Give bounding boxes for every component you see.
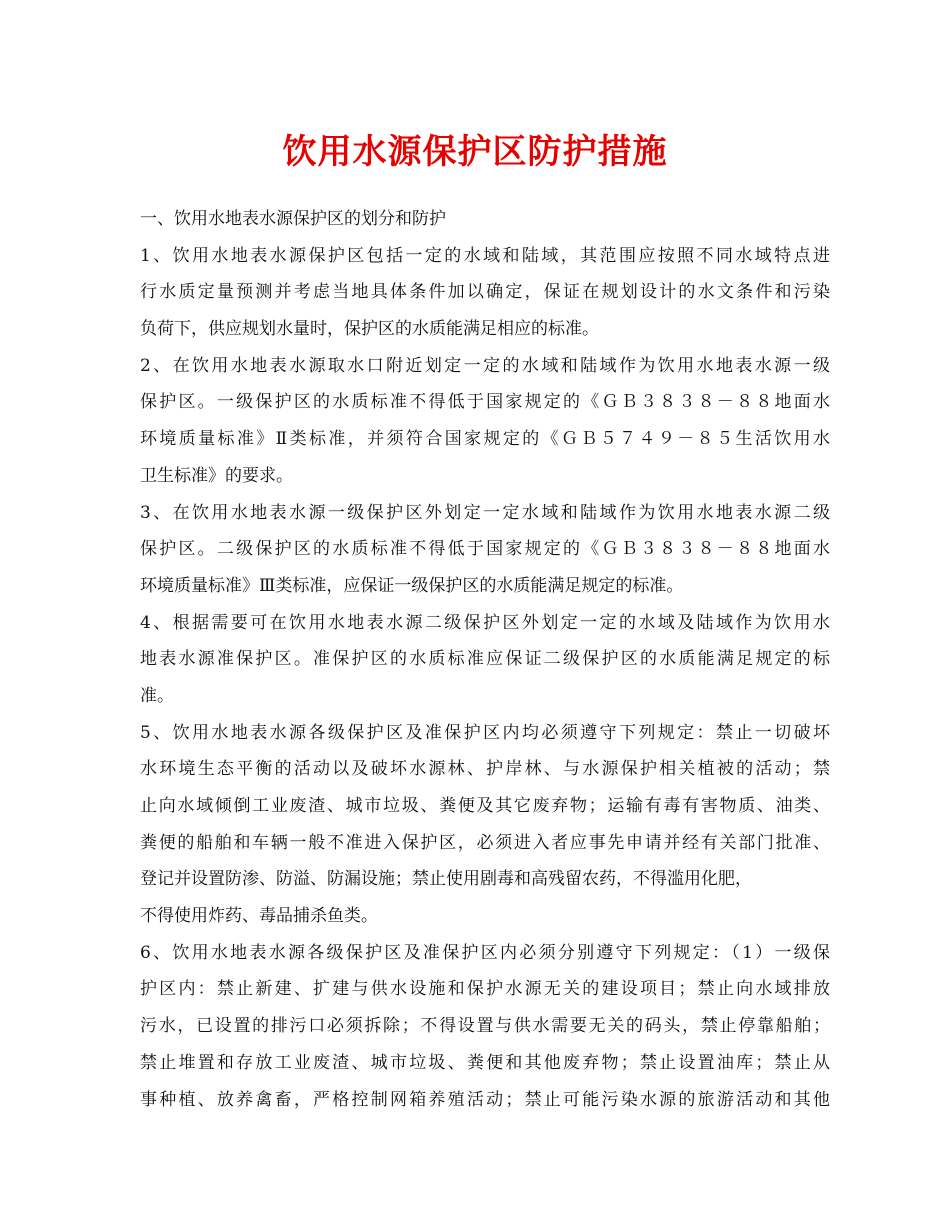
paragraph-line: 6、饮用水地表水源各级保护区及准保护区内必须分别遵守下列规定：（1）一级保	[140, 942, 830, 963]
paragraph-line: 3、在饮用水地表水源一级保护区外划定一定水域和陆域作为饮用水地表水源二级	[140, 502, 830, 523]
paragraph-line: 环境质量标准》Ⅱ类标准，并须符合国家规定的《ＧＢ５７４９－８５生活饮用水	[140, 429, 830, 450]
document-title: 饮用水源保护区防护措施	[282, 132, 668, 172]
document-body	[140, 201, 830, 1118]
paragraph-line: 卫生标准》的要求。	[140, 465, 293, 486]
paragraph-line: 负荷下，供应规划水量时，保护区的水质能满足相应的标准。	[140, 319, 599, 340]
paragraph-line: 2、在饮用水地表水源取水口附近划定一定的水域和陆域作为饮用水地表水源一级	[140, 355, 830, 376]
section-heading: 一、饮用水地表水源保护区的划分和防护	[140, 209, 446, 229]
paragraph-line: 事种植、放养禽畜，严格控制网箱养殖活动；禁止可能污染水源的旅游活动和其他	[140, 1089, 830, 1110]
paragraph-line: 护区内：禁止新建、扩建与供水设施和保护水源无关的建设项目；禁止向水域排放	[140, 979, 830, 1000]
paragraph-line: 地表水源准保护区。准保护区的水质标准应保证二级保护区的水质能满足规定的标	[140, 649, 830, 670]
paragraph-line: 禁止堆置和存放工业废渣、城市垃圾、粪便和其他废弃物；禁止设置油库；禁止从	[140, 1052, 830, 1073]
paragraph-line: 粪便的船舶和车辆一般不准进入保护区，必须进入者应事先申请并经有关部门批准、	[140, 832, 830, 853]
paragraph-line: 1、饮用水地表水源保护区包括一定的水域和陆域，其范围应按照不同水域特点进	[140, 245, 830, 266]
paragraph-line: 准。	[140, 685, 174, 706]
paragraph-line: 水环境生态平衡的活动以及破坏水源林、护岸林、与水源保护相关植被的活动；禁	[140, 759, 830, 780]
paragraph-line: 环境质量标准》Ⅲ类标准，应保证一级保护区的水质能满足规定的标准。	[140, 575, 684, 596]
paragraph-line: 行水质定量预测并考虑当地具体条件加以确定，保证在规划设计的水文条件和污染	[140, 282, 830, 303]
paragraph-line: 止向水域倾倒工业废渣、城市垃圾、粪便及其它废弃物；运输有毒有害物质、油类、	[140, 796, 830, 816]
paragraph-line: 登记并设置防渗、防溢、防漏设施；禁止使用剧毒和高残留农药，不得滥用化肥，	[140, 869, 752, 890]
paragraph-line: 不得使用炸药、毒品捕杀鱼类。	[140, 906, 378, 927]
paragraph-line: 4、根据需要可在饮用水地表水源二级保护区外划定一定的水域及陆域作为饮用水	[140, 612, 830, 633]
paragraph-line: 保护区。一级保护区的水质标准不得低于国家规定的《ＧＢ３８３８－８８地面水	[140, 392, 830, 413]
paragraph-line: 污水，已设置的排污口必须拆除；不得设置与供水需要无关的码头，禁止停靠船舶；	[140, 1016, 830, 1037]
paragraph-line: 保护区。二级保护区的水质标准不得低于国家规定的《ＧＢ３８３８－８８地面水	[140, 539, 830, 560]
paragraph-line: 5、饮用水地表水源各级保护区及准保护区内均必须遵守下列规定：禁止一切破坏	[140, 722, 830, 743]
